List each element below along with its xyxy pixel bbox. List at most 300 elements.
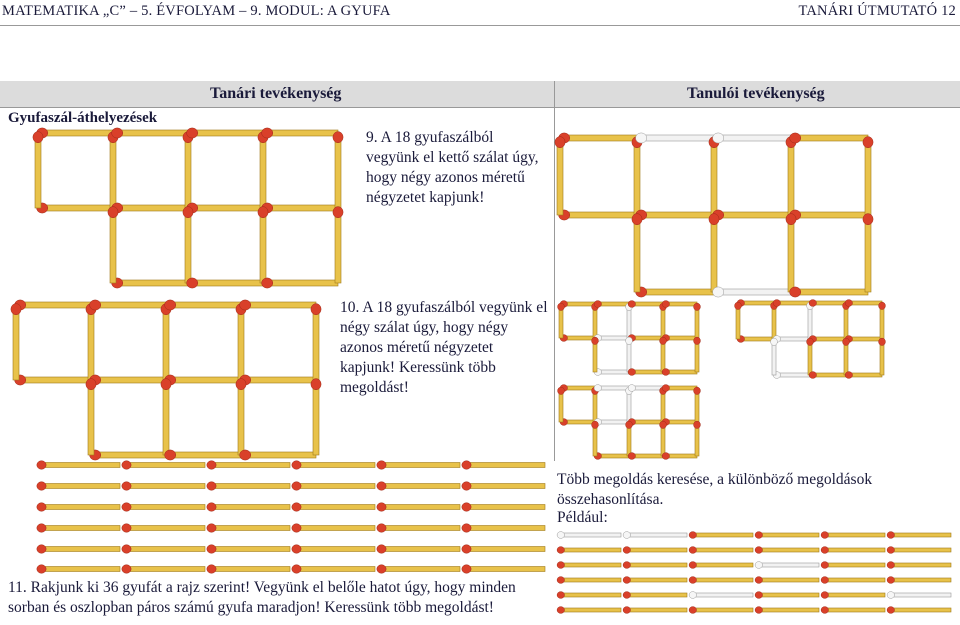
match-head	[377, 524, 386, 533]
match-head	[628, 453, 635, 460]
matchstick	[711, 219, 717, 292]
matchstick	[42, 130, 113, 136]
matchstick	[824, 593, 885, 597]
matchstick	[631, 420, 663, 424]
match-head	[660, 337, 667, 344]
matchstick	[381, 567, 460, 572]
match-head	[122, 545, 131, 554]
matchstick	[466, 505, 545, 510]
match-head	[240, 450, 251, 460]
matchstick	[42, 205, 113, 211]
matchstick	[593, 340, 597, 372]
match-head	[86, 379, 96, 390]
matchstick	[211, 526, 290, 531]
match-head	[809, 300, 816, 307]
matchstick	[736, 305, 740, 339]
match-head	[262, 278, 273, 288]
match-head	[33, 132, 43, 143]
matchstick	[695, 340, 699, 372]
matchstick	[593, 390, 597, 422]
matchstick	[211, 463, 290, 468]
matchstick	[41, 463, 120, 468]
matchstick	[788, 219, 794, 292]
matchstick	[665, 336, 697, 340]
matchstick	[381, 526, 460, 531]
matchstick	[758, 593, 819, 597]
matchstick	[381, 484, 460, 489]
match-head	[626, 337, 633, 344]
match-head	[887, 532, 894, 539]
match-head	[37, 482, 46, 491]
matchstick	[634, 219, 640, 292]
match-head	[809, 372, 816, 379]
matchstick	[381, 505, 460, 510]
matchstick	[260, 137, 266, 208]
matchstick	[466, 484, 545, 489]
matchstick	[466, 463, 545, 468]
matchstick	[718, 289, 791, 295]
matchstick	[593, 424, 597, 456]
match-head	[333, 207, 343, 218]
matchstick	[185, 212, 191, 283]
matchstick	[776, 301, 810, 305]
match-head	[37, 503, 46, 512]
match-head	[37, 461, 46, 470]
matchstick	[13, 309, 19, 380]
matchstick	[110, 212, 116, 283]
matchstick	[267, 130, 338, 136]
match-head	[790, 133, 801, 143]
matchstick	[313, 384, 319, 455]
matchstick	[692, 533, 753, 537]
match-head	[557, 592, 564, 599]
matchstick	[626, 578, 687, 582]
match-head	[755, 547, 762, 554]
matchstick	[597, 336, 629, 340]
matchstick	[313, 309, 319, 380]
match-head	[292, 545, 301, 554]
matchstick	[880, 341, 884, 375]
match-head	[90, 300, 101, 310]
match-head	[122, 565, 131, 574]
matchstick	[560, 563, 621, 567]
matchstick	[758, 533, 819, 537]
matchstick	[692, 548, 753, 552]
match-head	[689, 577, 696, 584]
matchstick	[641, 289, 714, 295]
matchstick	[211, 484, 290, 489]
matchstick	[41, 567, 120, 572]
matchstick	[381, 547, 460, 552]
match-head	[557, 532, 564, 539]
match-head	[887, 547, 894, 554]
multiple-solutions-note: Több megoldás keresése, a különböző megoldások összehasonlítása.	[557, 471, 873, 508]
match-head	[311, 304, 321, 315]
matchstick	[41, 547, 120, 552]
match-head	[628, 385, 635, 392]
matchstick	[88, 384, 94, 455]
matchstick	[776, 373, 810, 377]
matchstick	[260, 212, 266, 283]
match-head	[236, 379, 246, 390]
matchstick	[758, 608, 819, 612]
section-title: Gyufaszál-áthelyezések	[8, 110, 158, 126]
match-head	[694, 337, 701, 344]
matchstick	[824, 533, 885, 537]
matchstick	[808, 341, 812, 375]
matchstick	[844, 305, 848, 339]
matchstick	[211, 567, 290, 572]
matchstick	[110, 137, 116, 208]
match-head	[628, 301, 635, 308]
matchstick	[126, 547, 205, 552]
match-head	[462, 524, 471, 533]
matchstick	[560, 533, 621, 537]
match-head	[558, 387, 565, 394]
matchstick	[126, 526, 205, 531]
matchstick	[117, 205, 188, 211]
match-head	[843, 338, 850, 345]
matchstick	[381, 463, 460, 468]
matchstick	[563, 420, 595, 424]
match-head	[623, 562, 630, 569]
matchstick	[296, 505, 375, 510]
matchstick	[296, 567, 375, 572]
match-head	[660, 421, 667, 428]
matchstick	[626, 593, 687, 597]
match-head	[557, 607, 564, 614]
match-head	[592, 421, 599, 428]
match-head	[557, 547, 564, 554]
match-head	[557, 562, 564, 569]
match-head	[207, 503, 216, 512]
matchstick	[890, 578, 951, 582]
matchstick	[695, 424, 699, 456]
matchstick	[772, 341, 776, 375]
match-head	[694, 303, 701, 310]
matchstick	[824, 578, 885, 582]
match-head	[821, 532, 828, 539]
matchstick	[597, 454, 629, 458]
match-head	[662, 301, 669, 308]
match-head	[122, 503, 131, 512]
matchstick	[296, 484, 375, 489]
matchstick	[890, 563, 951, 567]
matchstick	[20, 302, 91, 308]
matchstick	[665, 302, 697, 306]
matchstick	[560, 548, 621, 552]
match-head	[771, 338, 778, 345]
matchstick	[758, 563, 819, 567]
matchstick	[788, 142, 794, 215]
match-head	[377, 503, 386, 512]
match-head	[821, 562, 828, 569]
match-head	[662, 369, 669, 376]
matchstick	[692, 563, 753, 567]
match-head	[558, 303, 565, 310]
matchstick	[95, 377, 166, 383]
student-heading: Tanulói tevékenység	[687, 85, 825, 102]
matchstick	[41, 505, 120, 510]
match-head	[887, 607, 894, 614]
matchstick	[466, 526, 545, 531]
matchstick	[844, 341, 848, 375]
matchstick	[718, 135, 791, 141]
matchstick	[661, 306, 665, 338]
matchstick	[865, 219, 871, 292]
match-head	[161, 379, 171, 390]
matchstick	[711, 142, 717, 215]
matchstick	[661, 340, 665, 372]
match-head	[623, 577, 630, 584]
match-head	[755, 562, 762, 569]
matchstick	[560, 593, 621, 597]
match-head	[207, 524, 216, 533]
match-head	[122, 461, 131, 470]
match-head	[11, 304, 21, 315]
match-head	[689, 592, 696, 599]
matchstick	[890, 548, 951, 552]
matchstick	[627, 340, 631, 372]
match-head	[694, 421, 701, 428]
matchstick	[170, 377, 241, 383]
matchstick	[626, 608, 687, 612]
match-head	[735, 302, 742, 309]
matchstick	[238, 309, 244, 380]
matchstick	[627, 390, 631, 422]
match-head	[557, 577, 564, 584]
matchstick	[559, 306, 563, 338]
matchstick	[192, 205, 263, 211]
match-head	[292, 461, 301, 470]
matchstick	[170, 302, 241, 308]
match-head	[462, 503, 471, 512]
matchstick	[665, 386, 697, 390]
matchstick	[564, 212, 637, 218]
matchstick	[126, 484, 205, 489]
matchstick	[563, 336, 595, 340]
matchstick	[245, 302, 316, 308]
matchstick	[563, 302, 595, 306]
matchstick	[695, 390, 699, 422]
matchstick	[808, 305, 812, 339]
match-head	[112, 128, 123, 138]
matchstick	[163, 309, 169, 380]
matchstick	[641, 135, 714, 141]
example-label: Például:	[557, 509, 608, 526]
match-head	[37, 545, 46, 554]
matchstick	[597, 420, 629, 424]
match-head	[887, 562, 894, 569]
matchstick	[88, 309, 94, 380]
match-head	[821, 577, 828, 584]
matchstick	[126, 505, 205, 510]
match-head	[462, 545, 471, 554]
match-head	[755, 532, 762, 539]
match-head	[662, 453, 669, 460]
matchstick	[95, 452, 166, 458]
matchstick	[795, 289, 868, 295]
match-head	[377, 545, 386, 554]
match-head	[292, 565, 301, 574]
matchstick	[41, 484, 120, 489]
matchstick	[865, 142, 871, 215]
matchstick	[466, 567, 545, 572]
match-head	[187, 278, 198, 288]
match-head	[122, 524, 131, 533]
matchstick	[296, 526, 375, 531]
matchstick	[740, 301, 774, 305]
matchstick	[848, 337, 882, 341]
match-head	[207, 482, 216, 491]
matchstick	[692, 578, 753, 582]
match-head	[790, 287, 801, 297]
matchstick	[661, 390, 665, 422]
matchstick	[812, 373, 846, 377]
matchstick	[824, 548, 885, 552]
match-head	[258, 207, 268, 218]
match-head	[377, 565, 386, 574]
match-head	[879, 338, 886, 345]
match-head	[786, 214, 796, 225]
matchstick	[560, 578, 621, 582]
matchstick	[665, 420, 697, 424]
match-head	[689, 607, 696, 614]
match-head	[879, 302, 886, 309]
match-head	[207, 565, 216, 574]
matchstick	[296, 463, 375, 468]
match-head	[713, 287, 724, 297]
match-head	[755, 607, 762, 614]
matchstick	[117, 280, 188, 286]
match-head	[462, 482, 471, 491]
matchstick	[597, 386, 629, 390]
matchstick	[641, 212, 714, 218]
matchstick	[848, 373, 882, 377]
matchstick	[824, 563, 885, 567]
match-head	[755, 577, 762, 584]
match-head	[845, 372, 852, 379]
match-head	[207, 545, 216, 554]
match-head	[333, 132, 343, 143]
match-head	[462, 461, 471, 470]
match-head	[689, 532, 696, 539]
matchstick	[824, 608, 885, 612]
task-10-text: 10. A 18 gyufaszálból vegyünk el négy szálat úgy, hogy négy azonos méretű négyzetet kapjunk! Keressünk több megoldást!	[340, 299, 548, 396]
match-head	[555, 137, 565, 148]
matchstick	[795, 135, 868, 141]
matchstick	[163, 384, 169, 455]
matchstick	[35, 137, 41, 208]
matchstick	[665, 370, 697, 374]
matchstick	[117, 130, 188, 136]
matchstick	[692, 608, 753, 612]
matchstick	[890, 593, 951, 597]
match-head	[108, 207, 118, 218]
match-head	[773, 300, 780, 307]
matchstick	[627, 306, 631, 338]
matchstick	[695, 306, 699, 338]
matchstick	[772, 305, 776, 339]
matchstick	[560, 608, 621, 612]
match-head	[262, 128, 273, 138]
match-head	[623, 592, 630, 599]
match-head	[863, 214, 873, 225]
matchstick	[795, 212, 868, 218]
matchstick	[880, 305, 884, 339]
match-head	[592, 337, 599, 344]
matchstick	[848, 301, 882, 305]
matchstick	[626, 548, 687, 552]
matchstick	[626, 533, 687, 537]
matchstick	[466, 547, 545, 552]
matchstick	[631, 386, 663, 390]
matchstick	[631, 336, 663, 340]
match-head	[187, 128, 198, 138]
matchstick	[245, 452, 316, 458]
matchstick	[665, 454, 697, 458]
matchstick	[267, 280, 338, 286]
matchstick	[758, 548, 819, 552]
match-head	[694, 387, 701, 394]
matchstick	[627, 424, 631, 456]
matchstick	[564, 135, 637, 141]
match-head	[713, 133, 724, 143]
match-head	[292, 503, 301, 512]
matchstick	[758, 578, 819, 582]
match-head	[626, 421, 633, 428]
match-head	[632, 214, 642, 225]
matchstick	[126, 567, 205, 572]
match-head	[821, 547, 828, 554]
matchstick	[692, 593, 753, 597]
matchstick	[185, 137, 191, 208]
match-head	[628, 369, 635, 376]
matchstick	[296, 547, 375, 552]
match-head	[845, 300, 852, 307]
match-head	[462, 565, 471, 574]
matchstick	[557, 142, 563, 215]
matchstick	[267, 205, 338, 211]
matchstick	[776, 337, 810, 341]
match-head	[377, 482, 386, 491]
matchstick	[631, 370, 663, 374]
matchstick	[238, 384, 244, 455]
match-head	[821, 592, 828, 599]
matchstick	[890, 533, 951, 537]
matchstick	[631, 454, 663, 458]
matchstick	[634, 142, 640, 215]
match-head	[37, 524, 46, 533]
match-head	[636, 133, 647, 143]
match-head	[292, 482, 301, 491]
matchstick	[41, 526, 120, 531]
task-9-text: 9. A 18 gyufaszálból vegyünk el kettő szálat úgy, hogy négy azonos méretű négyzetet kapjunk!	[366, 129, 539, 206]
matchstick	[245, 377, 316, 383]
match-head	[623, 607, 630, 614]
match-head	[240, 300, 251, 310]
matchstick	[718, 212, 791, 218]
matchstick	[192, 280, 263, 286]
task-11-text: 11. Rakjunk ki 36 gyufát a rajz szerint! Vegyünk el belőle hatot úgy, hogy minden sorban és oszlopban páros számú gyufa maradjon! Keressünk több megoldást!	[8, 579, 516, 616]
match-head	[183, 207, 193, 218]
match-head	[165, 450, 176, 460]
match-head	[311, 379, 321, 390]
matchstick	[211, 505, 290, 510]
match-head	[755, 592, 762, 599]
matchstick	[211, 547, 290, 552]
match-head	[623, 547, 630, 554]
